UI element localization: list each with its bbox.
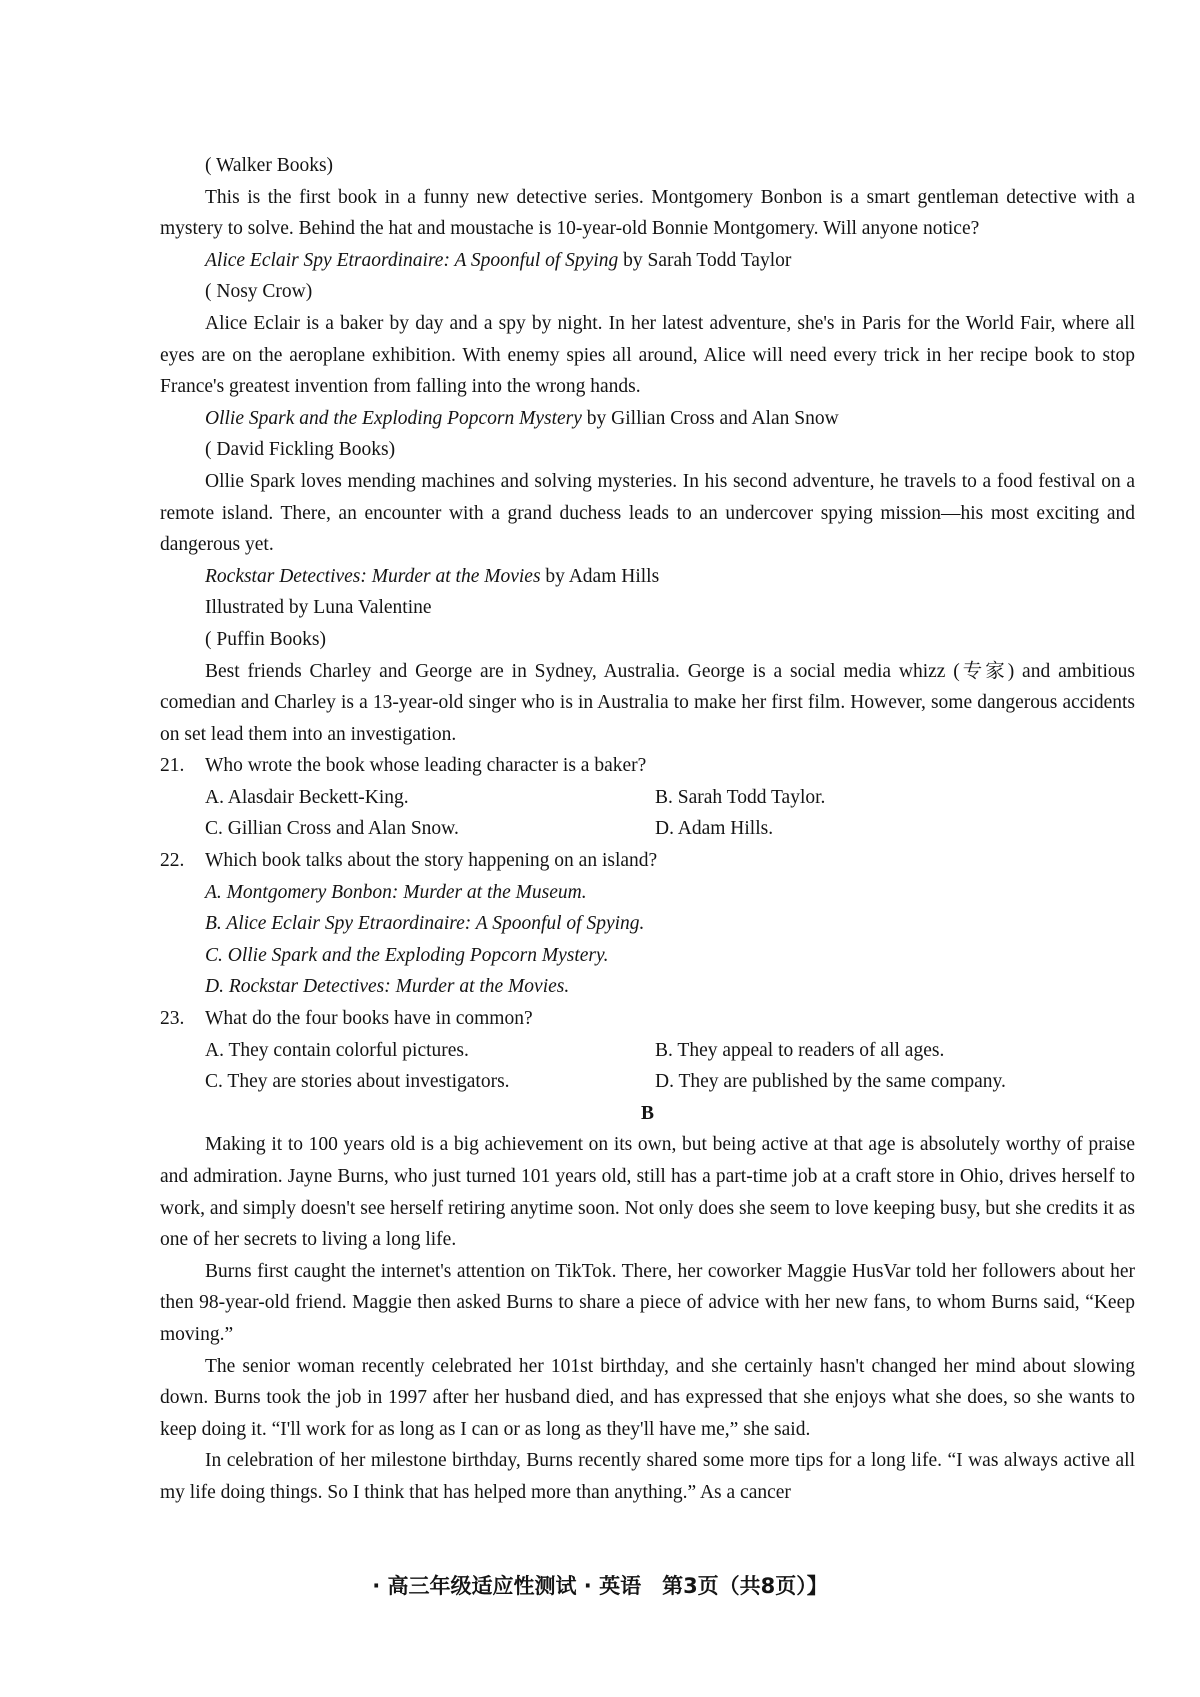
question-text: What do the four books have in common?: [205, 1008, 533, 1030]
book2-publisher: ( Nosy Crow): [205, 281, 313, 303]
option-a: A. Montgomery Bonbon: Murder at the Museum.: [205, 881, 587, 903]
question-21: [160, 750, 1135, 782]
option-d: D. Rockstar Detectives: Murder at the Movies.: [205, 976, 570, 998]
book4-author: by Adam Hills: [540, 565, 660, 587]
book2-author: by Sarah Todd Taylor: [618, 249, 792, 271]
passage-b-paragraph-1: Making it to 100 years old is a big achievement on its own, but being active at that age is absolutely worthy of praise and admiration. Jayne Burns, who just turned 101 years old, still has a part-time job at a craft store in Ohio, drives herself to work, and simply doesn't see herself retiring anytime soon. Not only does she seem to love keeping busy, but she credits it as one of her secrets to living a long life.: [160, 1134, 1135, 1251]
option-b: B. Sarah Todd Taylor.: [655, 786, 826, 808]
question-number: 23.: [160, 1008, 185, 1030]
question-number: 21.: [160, 755, 185, 777]
option-a: A. Alasdair Beckett-King.: [205, 786, 409, 808]
book4-description: Best friends Charley and George are in Sydney, Australia. George is a social media whizz (专家) and ambitious comedian and Charley is a 13-year-old singer who is in Australia to make her first film. However, some dangerous accidents on set lead them into an investigation.: [160, 660, 1135, 745]
question-23-options: [160, 1035, 1135, 1098]
book4-publisher: ( Puffin Books): [205, 628, 326, 650]
book4-title: Rockstar Detectives: Murder at the Movies: [205, 565, 541, 587]
book2-description: Alice Eclair is a baker by day and a spy by night. In her latest adventure, she's in Paris for the World Fair, where all eyes are on the aeroplane exhibition. With enemy spies all around, Alice will need every trick in her recipe book to stop France's greatest invention from falling into the wrong hands.: [160, 312, 1135, 398]
option-c: C. They are stories about investigators.: [205, 1071, 510, 1093]
book3-publisher: ( David Fickling Books): [205, 439, 396, 461]
question-22: [160, 845, 1135, 877]
question-text: Who wrote the book whose leading character is a baker?: [205, 755, 647, 777]
book3-description: Ollie Spark loves mending machines and solving mysteries. In his second adventure, he travels to a food festival on a remote island. There, an encounter with a grand duchess leads to an undercover spying mission—his most exciting and dangerous yet.: [160, 470, 1135, 556]
passage-b-paragraph-3: The senior woman recently celebrated her 101st birthday, and she certainly hasn't changed her mind about slowing down. Burns took the job in 1997 after her husband died, and has expressed that she enjoys what she does, so she wants to keep doing it. “I'll work for as long as I can or as long as they'll have me,” she said.: [160, 1355, 1135, 1440]
book4-illustrator: Illustrated by Luna Valentine: [205, 597, 432, 619]
page-footer: · 高三年级适应性测试 · 英语 第3页（共8页）】: [372, 1574, 828, 1598]
book4-heading: [160, 561, 1135, 593]
option-b: B. They appeal to readers of all ages.: [655, 1039, 945, 1061]
option-d: D. Adam Hills.: [655, 818, 774, 840]
book3-title: Ollie Spark and the Exploding Popcorn Mystery: [205, 407, 582, 429]
question-text: Which book talks about the story happening on an island?: [205, 850, 658, 872]
book1-description: This is the first book in a funny new detective series. Montgomery Bonbon is a smart gentleman detective with a mystery to solve. Behind the hat and moustache is 10-year-old Bonnie Montgomery. Will anyone notice?: [160, 186, 1135, 240]
option-c: C. Gillian Cross and Alan Snow.: [205, 818, 459, 840]
book3-heading: [160, 403, 1135, 435]
book3-author: by Gillian Cross and Alan Snow: [581, 407, 839, 429]
passage-b-paragraph-4: In celebration of her milestone birthday, Burns recently shared some more tips for a long life. “I was always active all my life doing things. So I think that has helped more than anything.” As a cancer: [160, 1450, 1135, 1503]
book1-publisher: ( Walker Books): [205, 155, 334, 176]
passage-b-paragraph-2: Burns first caught the internet's attention on TikTok. There, her coworker Maggie HusVar told her followers about her then 98-year-old friend. Maggie then asked Burns to share a piece of advice with her new fans, to whom Burns said, “Keep moving.”: [160, 1260, 1135, 1345]
book2-heading: [160, 245, 1135, 277]
option-c: C. Ollie Spark and the Exploding Popcorn Mystery.: [205, 944, 609, 966]
question-23: [160, 1003, 1135, 1035]
book2-title: Alice Eclair Spy Etraordinaire: A Spoonful of Spying: [205, 249, 619, 271]
page-content: [160, 150, 1135, 1509]
question-21-options: [160, 782, 1135, 845]
option-d: D. They are published by the same company.: [655, 1071, 1006, 1093]
question-number: 22.: [160, 850, 185, 872]
option-b: B. Alice Eclair Spy Etraordinaire: A Spoonful of Spying.: [205, 913, 645, 935]
section-heading: B: [640, 1102, 654, 1124]
option-a: A. They contain colorful pictures.: [205, 1039, 469, 1061]
